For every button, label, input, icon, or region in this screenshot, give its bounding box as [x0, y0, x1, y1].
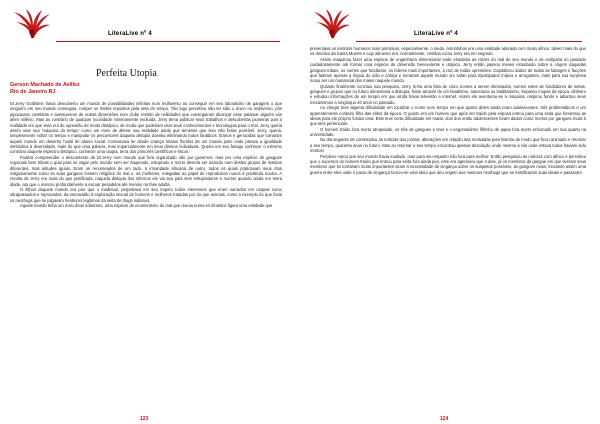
- magazine-title: LiteraLive nº 4: [414, 31, 458, 37]
- page-number: 123: [140, 416, 149, 422]
- paragraph: O homem traído fora morto atropelado, os três de gangues e tiros e o engomadinho filhinho de papai fora morto enforcado em sua quarto na universidade.: [310, 126, 586, 137]
- right-page: [302, 0, 592, 424]
- paragraph: O Éthos daquele mundo era pior que o medieval, perpetrava em seu ímpeto todos elementos que eram narrados em utopias como ultrapassados e reprovados, da escravidão à exploração sexual de homens e mulheres tratadas por do que animais, como a exemplo do que fazia os neothugs que se julgavam herdeiros legítimos da seita de thugs indianos.: [10, 187, 282, 203]
- page-number: 124: [440, 416, 449, 422]
- paragraph: Perplexo notou que seu mundo havia mudado, mas para seu espanto não fora para melhor. Então pesquisou as notícias com afinco e percebeu que o sucessor do homem traído que entrou para seita fora ainda pior, este era agressivo que a dele, já os membros da gangue em que tiveram seus membros que se tornariam muito importantes viram a necessidade de vingança sobre os suspeitos possíveis, as gangues rivais; iniciando assim uma guerra entre eles onde o pacto de vingança tornou-se uma ideia que deu origem aos mesmos neothugs que se mistificaram suas ideais e passaram: [310, 153, 586, 175]
- article-title: Perfeita Utopia: [96, 68, 157, 79]
- article-body: [10, 101, 282, 413]
- paragraph: Pudera compreender o descontente de Dr.Jerry num mundo que fora organizado não por governos, mas por uma espécie de gangues regionais bem tribais o qual para se vagar pelo mundo sem ser saqueado, estuprado e morto deveria ser incluído num destes grupos de matizes diferentes, mas atitudes iguais. Eram os renomeados de um lado, a irmandade africana de outro, todos os quais praticavam seus ritos religiosamente como se suas gangues fossem religiões do mal e, as mulheres, relegadas ao papel de reprodutora nunca é prostituta noutra. A revolta de Jerry era mais do que justificada, naquela distopia dos infernos ele via seu país sem estupradores e mortos quando ainda em tenra idade, ato que o marcou profundamente a escoar pesadelos até menino na fase adulta.: [10, 154, 282, 187]
- header-rule: [356, 41, 582, 42]
- left-page: [0, 0, 290, 424]
- paragraph: Ao chegar teve alguma dificuldade em localizar o nome num tempo em que quatro deles ainda eram adolescentes, três problemáticos e um aparentemente cordeiro filho das elites da época. O quinto era um homem que após ser traído pela esposa entrou para uma seita que fomentou as ideias para ele próprio fundar uma. Este teve certa dificuldade em matar, dois dos então adolescentes foram dados como mortos por gangues rivais à que eles pertenciam.: [310, 105, 586, 127]
- phoenix-logo-icon: [12, 8, 52, 42]
- paragraph: Dr.Jerry Goldstein havia descoberto um mundo de possibilidades infinitas num multiverso ao conseguir em seu laboratório de garagem o que ninguém em seu mundo conseguia, romper os limites impostos pela seta do tempo. Tão logo percebeu não ter sido o único no multiverso, pôs pipocavam cientistas e aventureiros de outras dimensões num clube restrito de realidades que conseguiram alcançar esse patamar alguém vós além milênio. Mas ao contrário de qualquer sociedade minimamente evoluída, Jerry tema publicar seus trabalhos e descobertas pioneiras pois a realidade em que vivia era de opressão de modo distópico, de modo que poderiam usar seus conhecimentos e tecnologias para o mal. Jerry queria assim usar sua 'máquina do tempo' como um meio de alterar sua realidade ainda que temesse que isso não fosse possível. Jerry, queria, simplesmente voltar no tempo e manipular os precursores daquela distopia doentia eliminando todos fanáticos, tiranos e genocidas que tornaram aquele mundo um desertor hostil de abuso social. Costumava ler desde criança relatos floridos de um mundo justo onde parava a igualdade simbiótica à diversidade, mais do que uma palavra, mas imparcialmente em seus direitos individuais. Queria um seu âmago conhecer o extremo contrário daquele espectro distópico, conhecer uma utopia, terra dos primores científicos e éticos.: [10, 101, 282, 155]
- author-name: Gerson Machado de Avillez: [10, 82, 80, 88]
- header-rule: [56, 41, 280, 42]
- page-header: [308, 6, 584, 46]
- magazine-title: LiteraLive nº 4: [108, 31, 152, 37]
- paragraph: No dia seguinte de contemplou as notícias dos jornais, alterações em relação das motivadas pela história de modo que ficou animado e retornar a seu tempo, quarenta anos no futuro. Mas ao retornar a seu tempo encontrou apenas desolação onde mesmo a vila onde estava todos haviam sido mortos!: [310, 137, 586, 154]
- paragraph: Quando finalmente concluiu sua pesquisa, Jerry, tinha uma lista de cinco nomes a serem eliminados, nomes estes de fundadores de seitas, gangues e grupos que no futuro alimentaria a distopia, fosse através de um fanatismo, autocracia ou totalitarismo. Separou roupas da época, dinheiro e estudou informações de um tempo em que ainda havia televisão e internet. Assim ele aventurou-se à máquina, respirou fundo e adiantou seus mecanismos a longínquo 40 anos no passado.: [310, 83, 586, 105]
- phoenix-logo-icon: [312, 8, 352, 42]
- paragraph: Assim maquinou fazer uma espécie de engenharia dimensional onde estudaria as raízes do mal de seu mundo e as extirparia no passado cuidadosamente até formar uma espécie de dimensão benevolente e utópica. Jerry então passou meses estudando sobre a origem daquelas gangues tribais, os nomes que fundaram, os líderes mais importantes, a raiz de todas opressões. Capitalizou dados de todas as falanges e facções que faleram apenas a língua do ódio e cobiça e tornaram aquele mundo um safari para injustiçados ímpios e arrogantes, mais para sua surpresa notou ser um manancial dos males naquele mundo.: [310, 56, 586, 84]
- paragraph: Aquele mundo tinha um novo deus soberano, uma espécie de ecumenismo do mal que reunia numa só síntetica figura uma entidade que: [20, 203, 273, 209]
- author-location: Rio de Janeiro RJ: [10, 89, 56, 95]
- paragraph: presentava os instintos humanos mais primitivos, especialmente, o medo. Asmófobos era uma entidade adorada com muito afinco, talvez mais do que os devotos da Santa Muerte e cujo alimento era, normalmente, cristãos como Jerry era em segredo.: [310, 46, 586, 57]
- article-body: [310, 46, 586, 412]
- page-header: [8, 6, 282, 46]
